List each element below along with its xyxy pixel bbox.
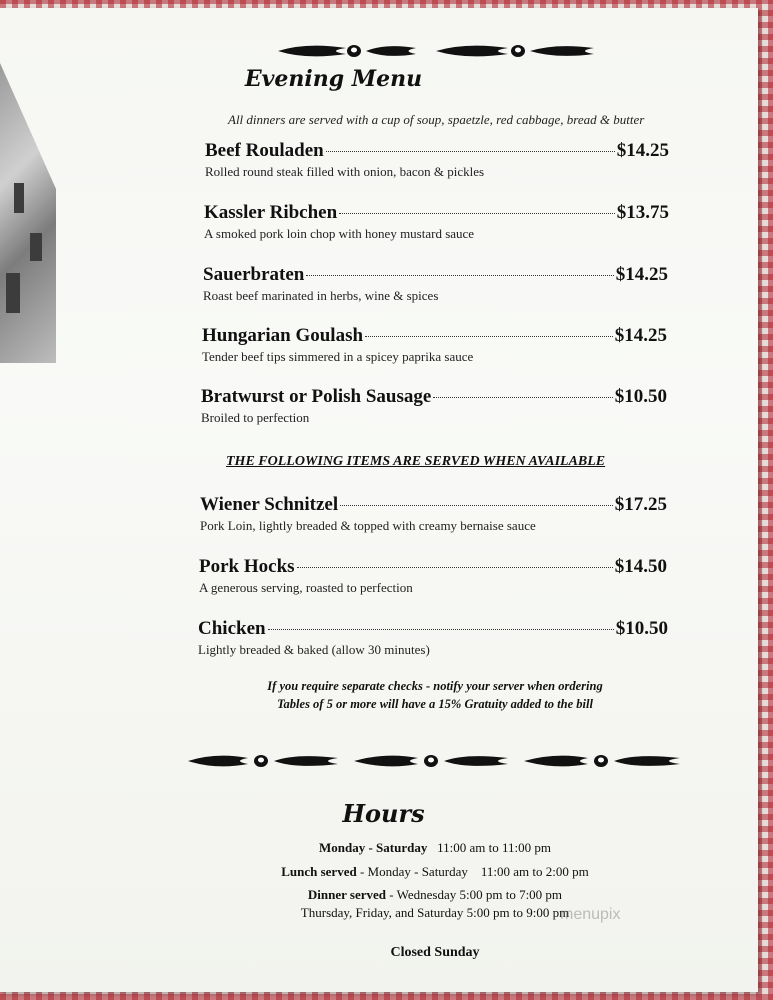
item-price: $14.25 xyxy=(615,264,668,285)
dot-leader xyxy=(340,505,613,506)
availability-heading: THE FOLLOWING ITEMS ARE SERVED WHEN AVAILABLE xyxy=(226,454,606,469)
item-description: A generous serving, roasted to perfection xyxy=(199,580,413,595)
item-price: $14.25 xyxy=(616,140,669,161)
dot-leader xyxy=(433,397,612,398)
item-description: Lightly breaded & baked (allow 30 minutes) xyxy=(198,642,430,657)
item-price: $14.50 xyxy=(614,556,667,577)
hours-lunch-label: Lunch served xyxy=(281,864,357,879)
hours-mon-sat-label: Monday - Saturday xyxy=(319,840,428,855)
separate-checks-note: If you require separate checks - notify your server when ordering xyxy=(267,679,603,693)
item-name: Sauerbraten xyxy=(203,264,305,285)
closed-sunday xyxy=(0,945,773,961)
item-name: Beef Rouladen xyxy=(205,140,324,161)
dot-leader xyxy=(326,151,615,152)
item-description: Rolled round steak filled with onion, bacon & pickles xyxy=(205,164,485,179)
item-name: Bratwurst or Polish Sausage xyxy=(201,386,432,407)
item-description: Broiled to perfection xyxy=(201,410,310,425)
item-description: A smoked pork loin chop with honey mustard sauce xyxy=(204,226,475,241)
gratuity-note: Tables of 5 or more will have a 15% Gratuity added to the bill xyxy=(277,697,593,711)
item-name: Wiener Schnitzel xyxy=(200,494,339,515)
item-price: $17.25 xyxy=(614,494,667,515)
closed-sunday-label: Closed Sunday xyxy=(390,945,480,960)
hours-lunch-days: - Monday - Saturday xyxy=(359,864,468,879)
dot-leader xyxy=(306,275,613,276)
hours-mon-sat-time: 11:00 am to 11:00 pm xyxy=(437,840,551,855)
item-price: $10.50 xyxy=(615,618,668,639)
dot-leader xyxy=(339,213,615,214)
hours-dinner xyxy=(0,887,773,903)
intro-text: All dinners are served with a cup of soup, spaetzle, red cabbage, bread & butter xyxy=(228,112,645,127)
item-description: Tender beef tips simmered in a spicey paprika sauce xyxy=(202,349,474,364)
item-description: Roast beef marinated in herbs, wine & spices xyxy=(203,288,439,303)
item-price: $14.25 xyxy=(614,325,667,346)
dot-leader xyxy=(365,336,613,337)
restaurant-sketch-image xyxy=(0,63,56,363)
item-name: Kassler Ribchen xyxy=(204,202,338,223)
item-name: Pork Hocks xyxy=(199,556,295,577)
menu-title: Evening Menu xyxy=(244,66,423,92)
item-description: Pork Loin, lightly breaded & topped with creamy bernaise sauce xyxy=(200,518,536,533)
hours-mon-sat xyxy=(0,840,773,856)
hours-dinner-line: - Wednesday 5:00 pm to 7:00 pm xyxy=(389,887,563,902)
item-price: $10.50 xyxy=(614,386,667,407)
watermark-logo: menupix xyxy=(560,906,621,923)
hours-title: Hours xyxy=(342,799,425,828)
hours-dinner-label: Dinner served xyxy=(307,887,387,902)
hours-lunch xyxy=(0,864,773,880)
top-flourish-ornament xyxy=(276,40,600,62)
dot-leader xyxy=(297,567,613,568)
item-price: $13.75 xyxy=(616,202,669,223)
dot-leader xyxy=(268,629,614,630)
item-name: Chicken xyxy=(198,618,266,639)
hours-lunch-time: 11:00 am to 2:00 pm xyxy=(480,864,589,879)
middle-flourish-ornament xyxy=(186,749,682,773)
item-name: Hungarian Goulash xyxy=(202,325,364,346)
hours-dinner-line-2: Thursday, Friday, and Saturday 5:00 pm to 9:00 pm xyxy=(300,905,570,920)
